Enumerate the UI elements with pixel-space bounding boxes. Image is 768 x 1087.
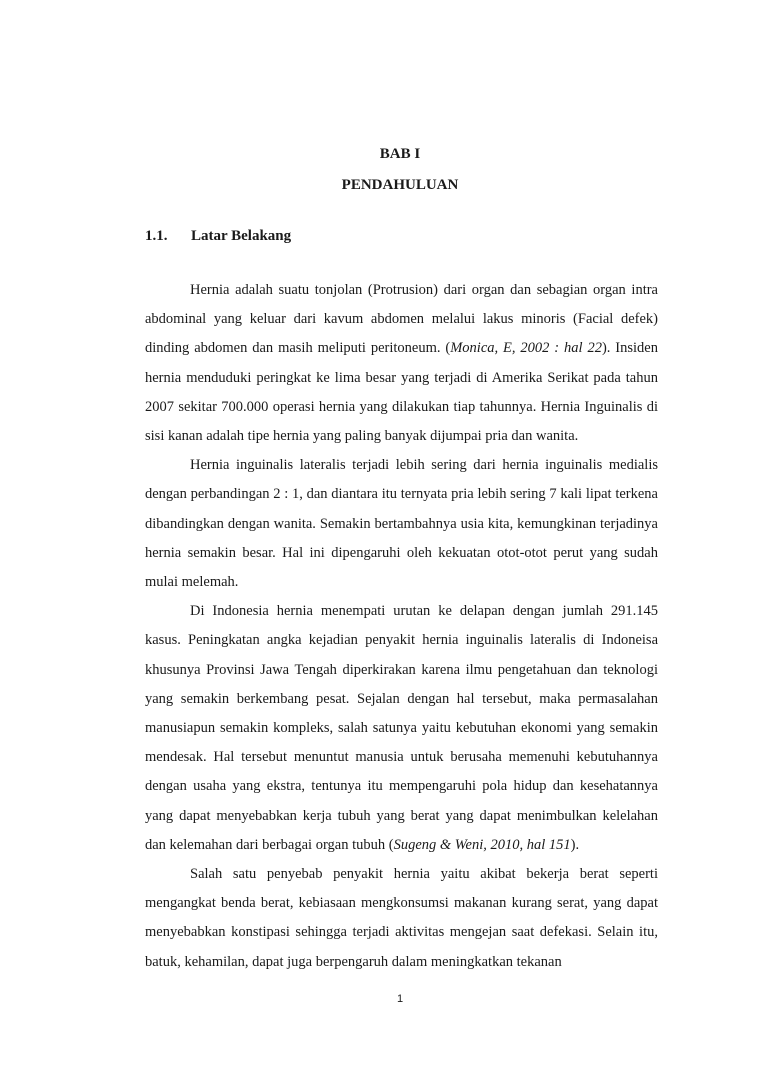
paragraph-text: ). [570,836,580,853]
body-text [145,276,658,977]
chapter-number: BAB I [379,146,421,162]
paragraph-text: Hernia adalah suatu tonjolan (Protrusion) dari organ dan sebagian organ intra abdominal yang keluar dari kavum abdomen melalui lakus minoris (Facial defek) dinding abdomen dan masih meliputi peritoneum. ( [145,282,658,357]
citation: Sugeng & Weni, 2010, hal 151 [393,836,571,853]
section-title: Latar Belakang [191,228,292,244]
paragraph: Hernia inguinalis lateralis terjadi lebih sering dari hernia inguinalis medialis dengan perbandingan 2 : 1, dan diantara itu ternyata pria lebih sering 7 kali lipat terkena dibandingkan dengan wanita. Semakin bertambahnya usia kita, kemungkinan terjadinya hernia semakin besar. Hal ini dipengaruhi oleh kekuatan otot-otot perut yang sudah mulai melemah. [145,457,658,591]
section-heading [145,228,291,245]
paragraph [145,597,658,860]
chapter-title: PENDAHULUAN [341,177,459,193]
section-number: 1.1. [145,228,168,244]
paragraph-text: ). Insiden hernia menduduki peringkat ke lima besar yang terjadi di Amerika Serikat pada tahun 2007 sekitar 700.000 operasi hernia yang dilakukan tiap tahunnya. Hernia Inguinalis di sisi kanan adalah tipe hernia yang paling banyak dijumpai pria dan wanita. [145,340,658,445]
paragraph [145,276,658,451]
citation: Monica, E, 2002 : hal 22 [450,340,602,357]
page-number: 1 [396,993,404,1005]
paragraph: Salah satu penyebab penyakit hernia yaitu akibat bekerja berat seperti mengangkat benda berat, kebiasaan mengkonsumsi makanan kurang serat, yang dapat menyebabkan konstipasi sehingga terjadi aktivitas mengejan saat defekasi. Selain itu, batuk, kehamilan, dapat juga berpengaruh dalam meningkatkan tekanan [145,866,658,970]
paragraph-text: Di Indonesia hernia menempati urutan ke delapan dengan jumlah 291.145 kasus. Peningkatan angka kejadian penyakit hernia inguinalis lateralis di Indoneisa khusunya Provinsi Jawa Tengah diperkirakan karena ilmu pengetahuan dan teknologi yang semakin berkembang pesat. Sejalan dengan hal tersebut, maka permasalahan manusiapun semakin kompleks, salah satunya yaitu kebutuhan ekonomi yang semakin mendesak. Hal tersebut menuntut manusia untuk berusaha memenuhi kebutuhannya dengan usaha yang ekstra, tentunya itu mempengaruhi pola hidup dan kesehatannya yang dapat menyebabkan kerja tubuh yang berat yang dapat menimbulkan kelelahan dan kelemahan dari berbagai organ tubuh ( [145,603,658,853]
